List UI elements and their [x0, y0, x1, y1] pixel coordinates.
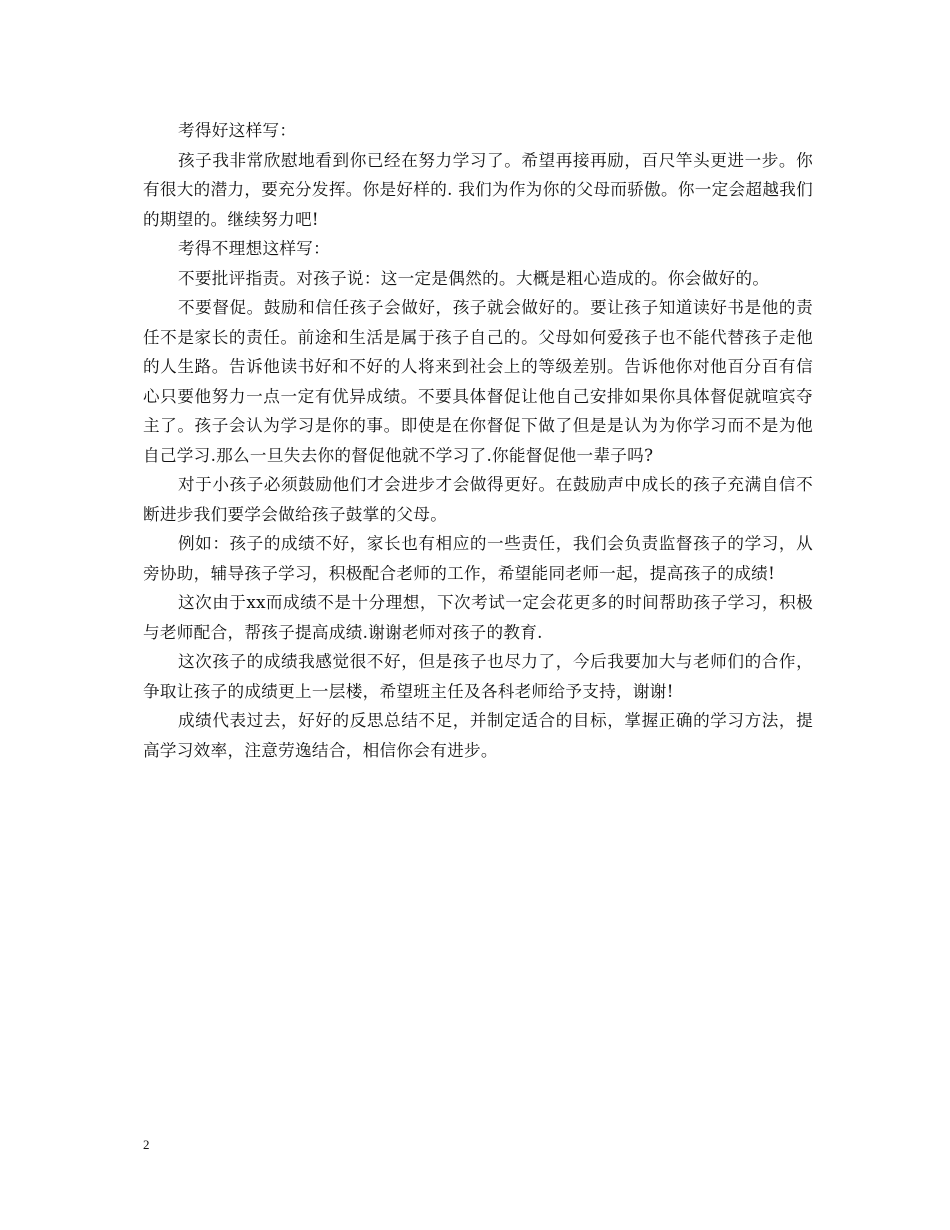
paragraph-no-criticism: 不要批评指责。对孩子说：这一定是偶然的。大概是粗心造成的。你会做好的。 — [178, 268, 770, 288]
heading-poor-result: 考得不理想这样写： — [178, 239, 331, 258]
paragraph-next-exam: 这次由于xx而成绩不是十分理想，下次考试一定会花更多的时间帮助孩子学习，积极与老师配合，帮孩子提高成绩.谢谢老师对孩子的教育. — [143, 593, 813, 642]
paragraph-good-result-text: 孩子我非常欣慰地看到你已经在努力学习了。希望再接再励，百尺竿头更进一步。你有很大的潜力，要充分发挥。你是好样的. 我们为作为你的父母而骄傲。你一定会超越我们的期望的。继续努力吧! — [143, 150, 814, 229]
paragraph-no-urging: 不要督促。鼓励和信任孩子会做好，孩子就会做好的。要让孩子知道读好书是他的责任不是家长的责任。前途和生活是属于孩子自己的。父母如何爱孩子也不能代替孩子走他的人生路。告诉他读书好和不好的人将来到社会上的等级差别。告诉他你对他百分百有信心只要他努力一点一定有优异成绩。不要具体督促让他自己安排如果你具体督促就喧宾夺主了。孩子会认为学习是你的事。即使是在你督促下做了但是是认为为你学习而不是为他自己学习.那么一旦失去你的督促他就不学习了.你能督促他一辈子吗? — [143, 298, 813, 465]
heading-good-result: 考得好这样写： — [178, 121, 297, 140]
paragraph-reflection: 成绩代表过去，好好的反思总结不足，并制定适合的目标，掌握正确的学习方法，提高学习效率，注意劳逸结合，相信你会有进步。 — [143, 711, 813, 760]
document-body — [143, 116, 813, 765]
paragraph-cooperation: 这次孩子的成绩我感觉很不好，但是孩子也尽力了，今后我要加大与老师们的合作，争取让孩子的成绩更上一层楼，希望班主任及各科老师给予支持，谢谢! — [143, 652, 813, 701]
paragraph-example: 例如：孩子的成绩不好，家长也有相应的一些责任，我们会负责监督孩子的学习，从旁协助，辅导孩子学习，积极配合老师的工作，希望能同老师一起，提高孩子的成绩! — [143, 534, 813, 583]
paragraph-encourage: 对于小孩子必须鼓励他们才会进步才会做得更好。在鼓励声中成长的孩子充满自信不断进步我们要学会做给孩子鼓掌的父母。 — [143, 475, 813, 524]
page-number: 2 — [143, 1137, 150, 1152]
